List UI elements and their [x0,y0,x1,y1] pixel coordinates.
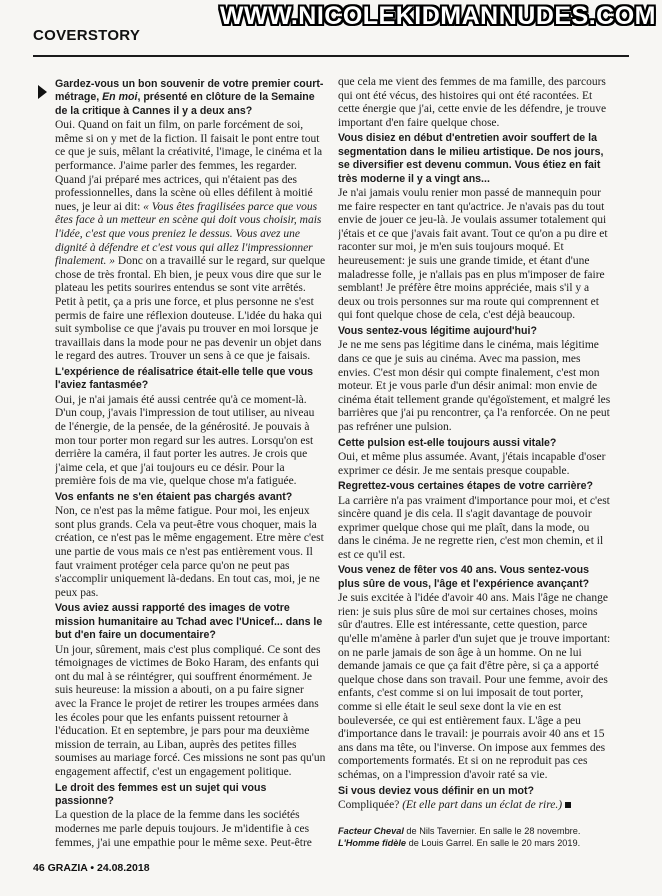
left-column [55,76,327,866]
right-column [338,76,611,816]
question: Regrettez-vous certaines étapes de votre carrière? [338,480,593,493]
question: Vous venez de fêter vos 40 ans. Vous sentez-vous plus sûre de vous, l'âge et l'expérience avançant? [338,564,590,590]
question: Vous aviez aussi rapporté des images de votre mission humanitaire au Tchad avec l'Unicef... dans le but d'en faire un documentaire? [55,602,323,642]
answer: La carrière n'a pas vraiment d'importance pour moi, et c'est sincère quand je dis cela. Il s'agit davantage de pouvoir exprimer quelque chose qui me plaît, dans la mode, ou dans le cinéma. Je ne regrette rien, c'est mon chemin, et il est ce qu'il est. [338,494,610,561]
end-of-article-square-icon [565,802,571,808]
credit-line: Facteur Cheval de Nils Tavernier. En salle le 28 novembre. [338,826,581,836]
answer: Je ne me sens pas légitime dans le cinéma, mais légitime dans ce que je suis au cinéma. Avec ma passion, mes envies. C'est mon désir qui compte finalement, c'est mon moteur. Et je vous parle d'un désir animal: mon envie de cinéma était tellement grande qu'égoïstement, et malgré les barrières que j'ai pu rencontrer, ça l'a renforcée. On ne peut pas refréner une pulsion. [338,339,611,433]
film-credits [338,826,611,849]
answer: Je suis excitée à l'idée d'avoir 40 ans. Mais l'âge ne change rien: je suis plus sûre de moi sur certaines choses, moins sûr d'autres. Elle est intéressante, cette question, parce qu'elle m'amène à parler d'un sujet que je trouve important: on ne parle jamais de son âge à un homme. On ne lui demande jamais ce que ça fait d'être père, si ça a apporté quelque chose dans son travail. Pour une femme, avoir des enfants, c'est comme si on lui imposait de tout porter, comme si elle était le seul sexe dont la vie en est bouleversée, ce qui est entièrement faux. L'âge a peu d'importance dans le travail: je pourrais avoir 40 ans et 15 ans dans ma tête, ou l'inverse. On impose aux femmes des comportements formatés. Et si on ne reproduit pas ces schémas, on a l'impression d'avoir raté sa vie. [338,592,611,781]
question: L'expérience de réalisatrice était-elle telle que vous l'aviez fantasmée? [55,365,314,392]
question: Si vous deviez vous définir en un mot? [338,784,535,797]
answer: que cela me vient des femmes de ma famille, des parcours qui ont été vécus, des histoires qui ont été racontées. Et cette énergie que j'ai, cette envie de les défendre, je trouve important d'en faire quelque chose. [338,76,607,129]
answer: Oui, et même plus assumée. Avant, j'étais incapable d'oser exprimer ce désir. Je me sentais presque coupable. [338,450,606,477]
page-number: 46 [33,862,45,874]
issue-date: • 24.08.2018 [90,862,150,874]
answer: Je n'ai jamais voulu renier mon passé de mannequin pour me faire respecter en tant qu'actrice. Je n'avais pas du tout envie de jouer ce jeu-là. Je voulais assumer totalement qui j'étais et ce que j'avais fait avant. Tout ce qu'on a pu dire et raconter sur moi, je m'en suis toujours moqué. Et heureusement: je suis une grande timide, et étant d'une maladresse folle, je n'allais pas en plus m'imposer de faire semblant! Je préfère être moins appréciée, mais s'il y a deux ou trois personnes sur ma route qui comprennent et qui font quelque chose de cela, c'est déjà beaucoup. [338,187,608,322]
page-footer [33,862,150,874]
section-label: COVERSTORY [33,27,141,44]
answer: Oui. Quand on fait un film, on parle forcément de soi, même si on y met de la fiction. Il faisait le pont entre tout ce que je suis, mêlant la créativité, l'image, le cinéma et la performance. J'aime parler des femmes, les regarder. Quand j'ai préparé mes actrices, qui n'étaient pas des professionnelles, dans la scène où elles défilent à moitié nues, je leur ai dit: « Vous êtes fragilisées parce que vous êtes face à un metteur en scène qui doit vous choisir, mais l'idée, c'est que vous preniez le dessus. Vous avez une dignité à défendre et c'est vous qui allez l'impressionner finalement. » Donc on a travaillé sur le regard, sur quelque chose de très frontal. Eh bien, je peux vous dire que sur le plateau les petits sourires entendus se sont vite arrêtés. Petit à petit, ça a pris une force, et plus personne ne s'est permis de faire une réflexion douteuse. L'idée du haka qui suit symbolise ce que j'avais pu trouver en moi lorsque je travaillais dans la mode pour ne pas devenir un objet dans le regard des autres. Trouver un sens à ce que je faisais. [55,119,326,363]
question: Gardez-vous un bon souvenir de votre premier court-métrage, En moi, présenté en clôture de la Semaine de la critique à Cannes il y a deux ans? [55,78,324,117]
answer: Oui, je n'ai jamais été aussi centrée qu'à ce moment-là. D'un coup, j'avais l'impression de tout utiliser, au niveau de l'énergie, de la pensée, de la générosité. Je pouvais à mon tour porter mon regard sur les autres. Lorsqu'on est derrière la caméra, il faut porter les autres. Je crois que j'aime cela, et que j'ai toujours eu ce désir. Pour la première fois de ma vie, quelque chose m'a fatiguée. [55,393,315,488]
answer: Un jour, sûrement, mais c'est plus compliqué. Ce sont des témoignages de victimes de Boko Haram, des enfants qui ont du mal à se réintégrer, qui souffrent énormément. Je suis heureuse: la mission a abouti, on a pu faire signer avec la France le projet de retirer les troupes armées dans les écoles pour que les enfants puissent retourner à l'éducation. Et en septembre, je pars pour ma deuxième mission de terrain, au Liban, auprès des petites filles soumises au mariage forcé. Ces missions ne sont pas qu'un engagement affectif, c'est un engagement politique. [55,643,326,778]
question: Vous disiez en début d'entretien avoir souffert de la segmentation dans le milieu artistique. De nos jours, se diversifier est devenu commun. Vous étiez en fait très moderne il y a vingt ans... [338,132,604,185]
question: Le droit des femmes est un sujet qui vous passionne? [55,781,267,807]
header-rule [33,55,629,57]
magazine-name: GRAZIA [47,862,88,874]
answer: Non, ce n'est pas la même fatigue. Pour moi, les enjeux sont plus grands. Cela va peut-être vous choquer, mais la création, ce n'est pas le même engagement. Etre mère c'est une partie de vous mais ce n'est pas entièrement vous. Il faut vraiment protéger cela parce qu'on ne peut pas s'accomplir uniquement là-dedans. En tout cas, moi, je ne peux pas. [55,505,324,599]
article-start-triangle-icon [38,85,47,99]
credit-line: L'Homme fidèle de Louis Garrel. En salle le 20 mars 2019. [338,837,581,848]
answer: Compliquée? (Et elle part dans un éclat de rire.) [338,799,611,813]
question: Cette pulsion est-elle toujours aussi vitale? [338,436,557,449]
question: Vous sentez-vous légitime aujourd'hui? [338,324,537,337]
watermark-text: WWW.NICOLEKIDMANNUDES.COM [219,2,656,30]
answer: La question de la place de la femme dans les sociétés modernes me parle depuis toujours. Je m'identifie à ces femmes, j'ai une empathie pour le même sexe. Peut-être [55,809,312,849]
question: Vos enfants ne s'en étaient pas chargés avant? [55,490,293,503]
